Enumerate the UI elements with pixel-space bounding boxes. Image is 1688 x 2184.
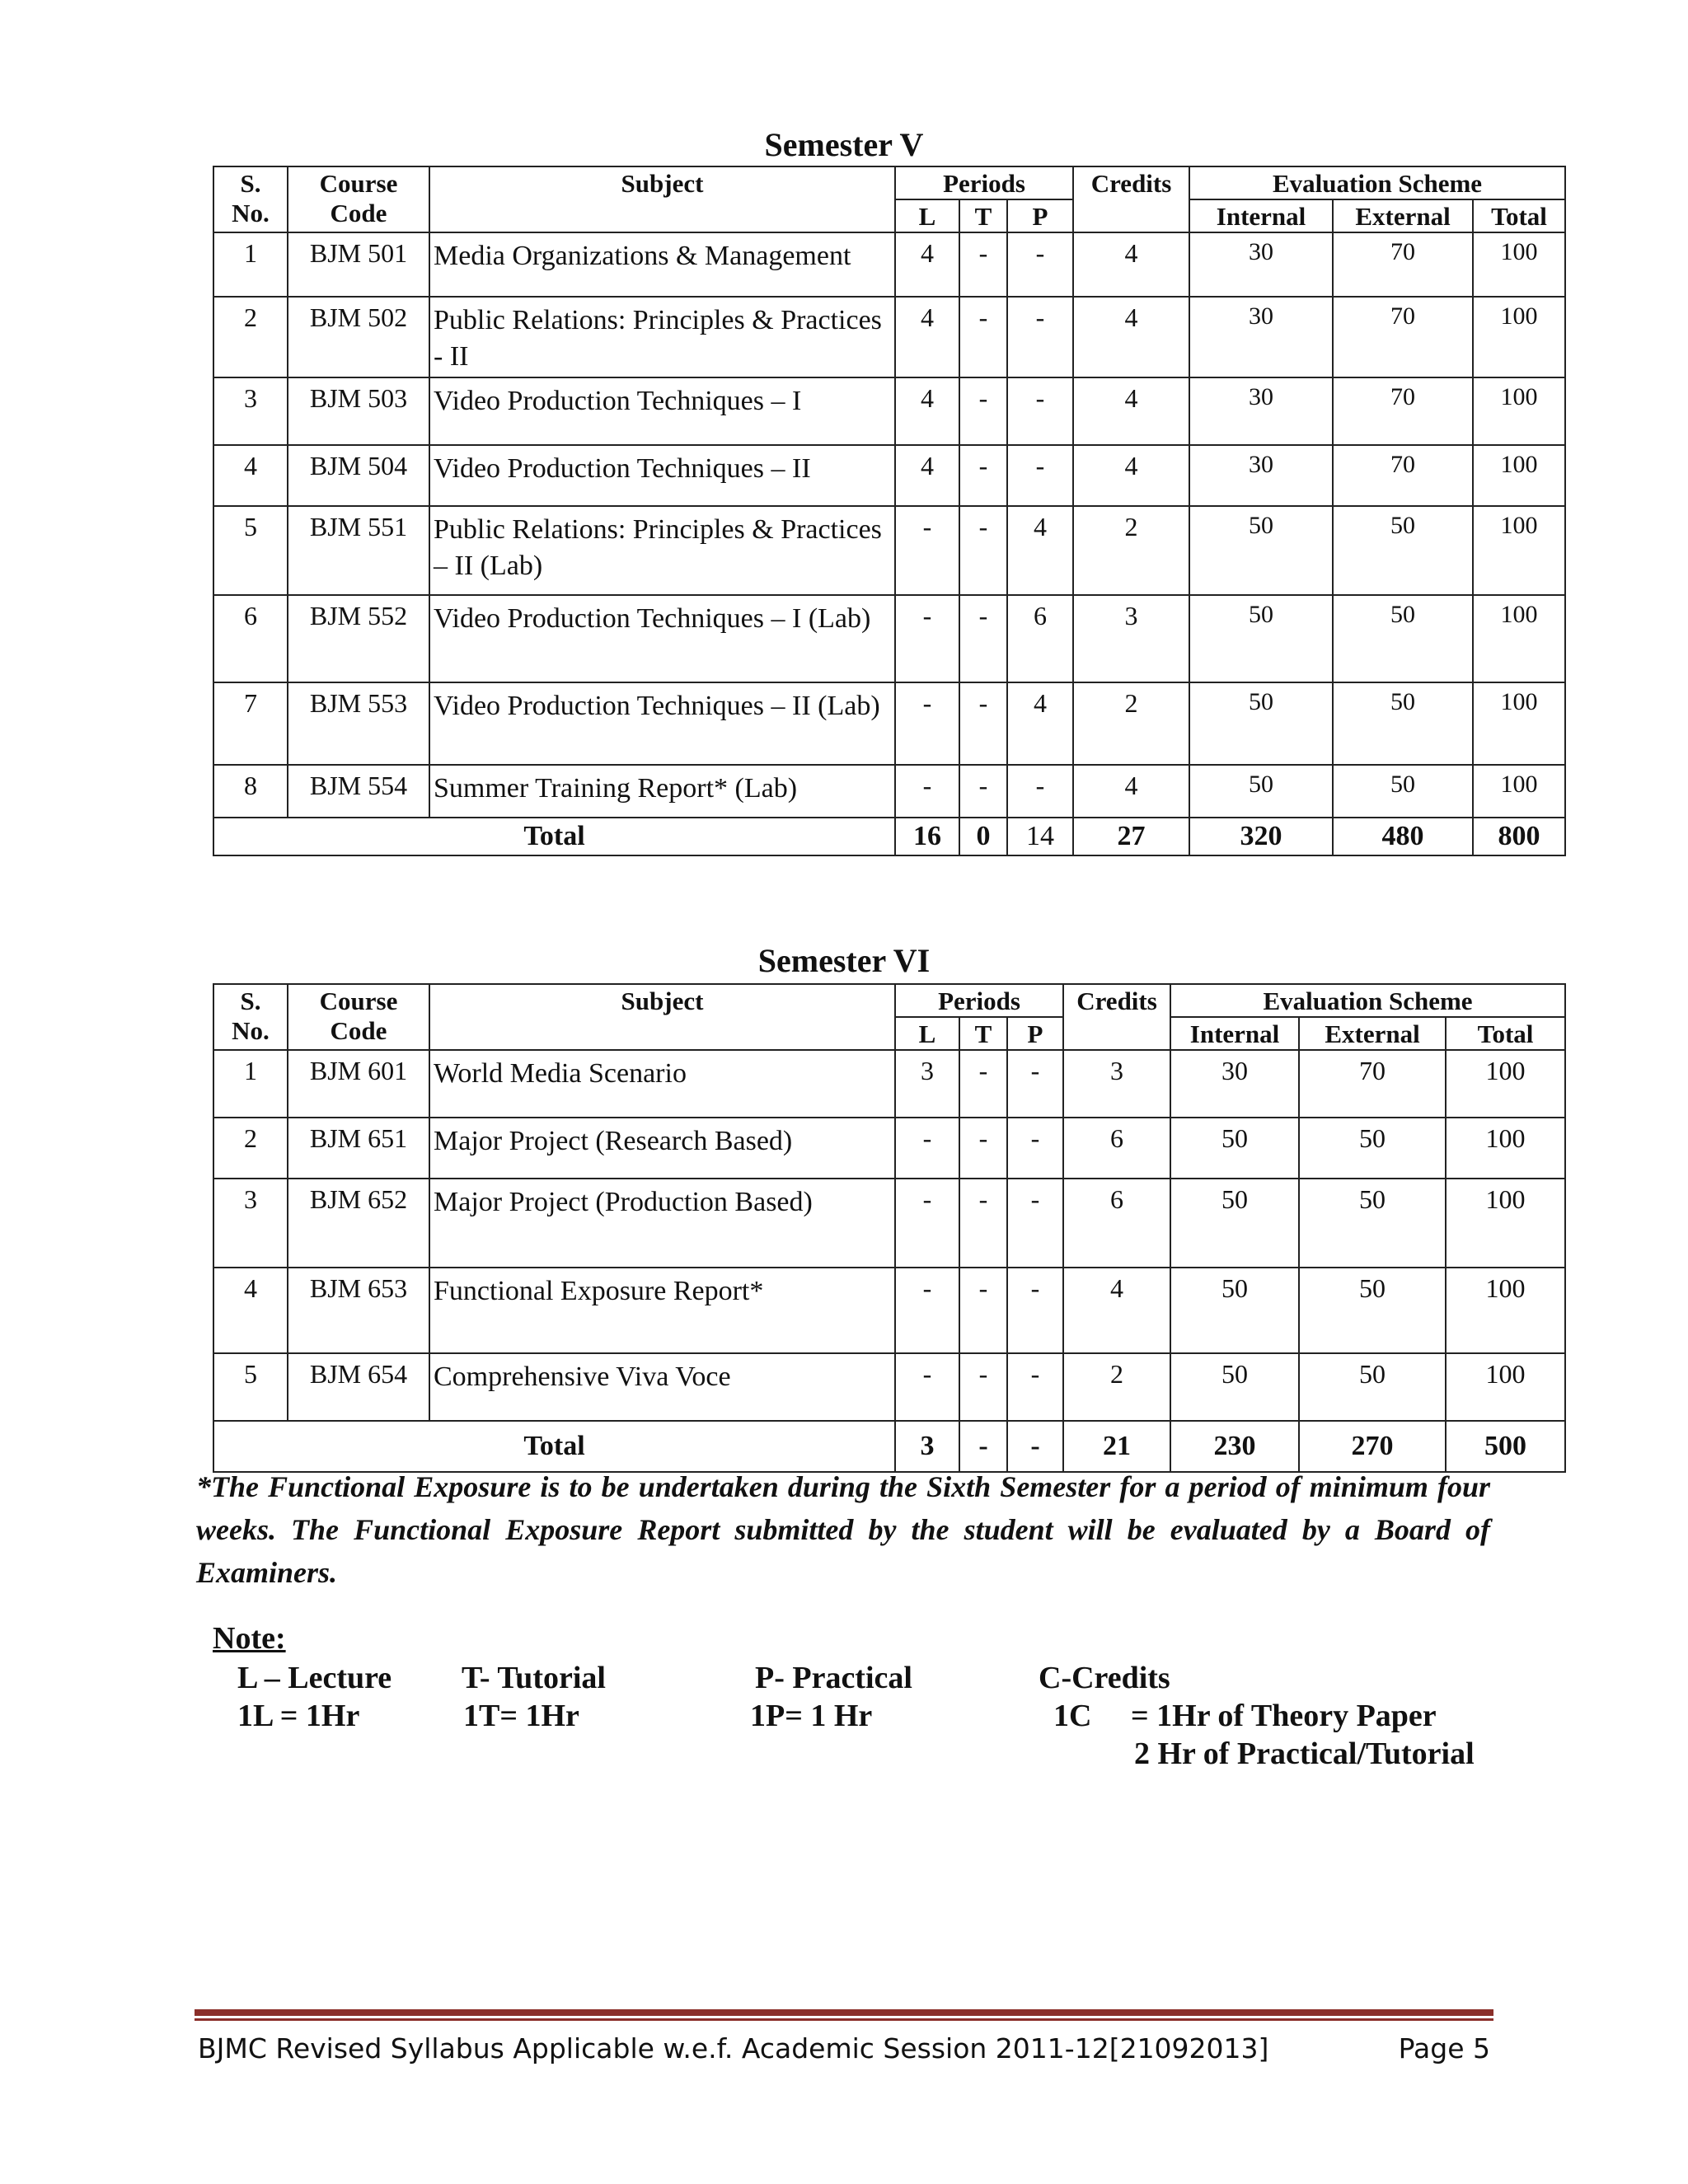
cell-internal: 50 [1170, 1179, 1299, 1268]
header-internal: Internal [1189, 199, 1333, 232]
header-external: External [1299, 1017, 1446, 1050]
total-t: 0 [959, 818, 1007, 855]
cell-l: - [895, 1353, 959, 1421]
header-p: P [1007, 1017, 1063, 1050]
header-total: Total [1473, 199, 1565, 232]
cell-external: 70 [1299, 1050, 1446, 1118]
note-credit-label: 1C [1053, 1699, 1092, 1733]
cell-external: 50 [1299, 1268, 1446, 1353]
cell-credits: 2 [1063, 1353, 1170, 1421]
table-row [213, 506, 1565, 595]
header-t: T [959, 1017, 1007, 1050]
cell-sno: 3 [213, 1179, 288, 1268]
cell-t: - [959, 445, 1007, 506]
cell-l: - [895, 1268, 959, 1353]
cell-l: - [895, 506, 959, 595]
semester-6-table [213, 983, 1566, 1473]
cell-sno: 3 [213, 377, 288, 445]
cell-p: - [1007, 1268, 1063, 1353]
cell-internal: 50 [1170, 1353, 1299, 1421]
cell-p: - [1007, 1179, 1063, 1268]
cell-internal: 30 [1189, 445, 1333, 506]
header-periods: Periods [895, 984, 1063, 1017]
header-subject: Subject [429, 166, 895, 232]
header-l: L [895, 199, 959, 232]
cell-l: - [895, 765, 959, 818]
footer-rule [195, 2009, 1493, 2016]
header-course-code: Course Code [288, 984, 429, 1050]
cell-l: - [895, 595, 959, 682]
footer-text: BJMC Revised Syllabus Applicable w.e.f. Academic Session 2011-12[21092013] [198, 2032, 1269, 2064]
cell-t: - [959, 297, 1007, 377]
footer-rule-thin [195, 2018, 1493, 2021]
cell-external: 70 [1333, 377, 1473, 445]
total-internal: 320 [1189, 818, 1333, 855]
total-external: 270 [1299, 1421, 1446, 1472]
cell-sno: 2 [213, 297, 288, 377]
cell-p: 6 [1007, 595, 1073, 682]
cell-credits: 4 [1073, 297, 1189, 377]
cell-t: - [959, 1353, 1007, 1421]
table-row [213, 595, 1565, 682]
cell-l: 4 [895, 232, 959, 297]
cell-t: - [959, 1179, 1007, 1268]
cell-subject: Major Project (Production Based) [429, 1179, 895, 1268]
table-row [213, 682, 1565, 765]
note-practical-eq: 1P= 1 Hr [750, 1699, 873, 1733]
cell-external: 50 [1333, 682, 1473, 765]
cell-total: 100 [1473, 232, 1565, 297]
cell-subject: Video Production Techniques – II (Lab) [429, 682, 895, 765]
cell-l: 4 [895, 297, 959, 377]
total-label: Total [213, 1421, 895, 1472]
cell-code: BJM 651 [288, 1118, 429, 1179]
cell-sno: 2 [213, 1118, 288, 1179]
cell-sno: 8 [213, 765, 288, 818]
header-course-code: Course Code [288, 166, 429, 232]
cell-internal: 30 [1170, 1050, 1299, 1118]
cell-internal: 50 [1189, 682, 1333, 765]
total-total: 500 [1446, 1421, 1565, 1472]
cell-total: 100 [1446, 1118, 1565, 1179]
header-t: T [959, 199, 1007, 232]
cell-code: BJM 552 [288, 595, 429, 682]
header-sno: S. No. [213, 166, 288, 232]
table-row [213, 1179, 1565, 1268]
cell-code: BJM 551 [288, 506, 429, 595]
cell-p: - [1007, 232, 1073, 297]
cell-p: - [1007, 445, 1073, 506]
cell-p: - [1007, 1353, 1063, 1421]
note-tutorial: T- Tutorial [462, 1661, 606, 1695]
cell-subject: Public Relations: Principles & Practices - II [429, 297, 895, 377]
cell-l: 3 [895, 1050, 959, 1118]
cell-external: 50 [1333, 595, 1473, 682]
cell-code: BJM 554 [288, 765, 429, 818]
total-p: 14 [1007, 818, 1073, 855]
cell-credits: 4 [1063, 1268, 1170, 1353]
cell-external: 70 [1333, 445, 1473, 506]
header-external: External [1333, 199, 1473, 232]
footnote: *The Functional Exposure is to be undertaken during the Sixth Semester for a period of minimum four weeks. The Functional Exposure Report submitted by the student will be evaluated by a Board of Examiners. [196, 1470, 1490, 1589]
cell-total: 100 [1446, 1353, 1565, 1421]
note-title: Note: [213, 1621, 286, 1656]
cell-code: BJM 654 [288, 1353, 429, 1421]
page-number: Page 5 [1398, 2032, 1490, 2064]
cell-code: BJM 503 [288, 377, 429, 445]
total-label: Total [213, 818, 895, 855]
cell-internal: 30 [1189, 297, 1333, 377]
table-row [213, 1050, 1565, 1118]
cell-sno: 1 [213, 1050, 288, 1118]
cell-total: 100 [1473, 297, 1565, 377]
cell-subject: Functional Exposure Report* [429, 1268, 895, 1353]
cell-code: BJM 652 [288, 1179, 429, 1268]
cell-external: 50 [1299, 1179, 1446, 1268]
cell-subject: Summer Training Report* (Lab) [429, 765, 895, 818]
cell-credits: 4 [1073, 445, 1189, 506]
cell-p: - [1007, 297, 1073, 377]
cell-sno: 1 [213, 232, 288, 297]
cell-sno: 4 [213, 1268, 288, 1353]
cell-credits: 4 [1073, 377, 1189, 445]
cell-total: 100 [1446, 1050, 1565, 1118]
cell-subject: Video Production Techniques – II [429, 445, 895, 506]
cell-credits: 2 [1073, 682, 1189, 765]
table-row [213, 765, 1565, 818]
cell-code: BJM 502 [288, 297, 429, 377]
cell-external: 50 [1299, 1353, 1446, 1421]
header-sno: S. No. [213, 984, 288, 1050]
semester-6-title: Semester VI [757, 942, 931, 979]
cell-code: BJM 553 [288, 682, 429, 765]
cell-credits: 3 [1063, 1050, 1170, 1118]
cell-t: - [959, 1050, 1007, 1118]
cell-t: - [959, 506, 1007, 595]
cell-sno: 4 [213, 445, 288, 506]
cell-credits: 6 [1063, 1179, 1170, 1268]
cell-total: 100 [1446, 1268, 1565, 1353]
cell-subject: Comprehensive Viva Voce [429, 1353, 895, 1421]
total-credits: 21 [1063, 1421, 1170, 1472]
note-credits: C-Credits [1039, 1661, 1170, 1695]
note-practical: P- Practical [755, 1661, 912, 1695]
cell-t: - [959, 682, 1007, 765]
note-tutorial-eq: 1T= 1Hr [463, 1699, 579, 1733]
cell-sno: 5 [213, 1353, 288, 1421]
cell-t: - [959, 595, 1007, 682]
cell-total: 100 [1473, 506, 1565, 595]
table-row [213, 297, 1565, 377]
note-credit-eq2: 2 Hr of Practical/Tutorial [1134, 1736, 1475, 1771]
cell-total: 100 [1473, 682, 1565, 765]
cell-total: 100 [1446, 1179, 1565, 1268]
header-periods: Periods [895, 166, 1073, 199]
cell-l: 4 [895, 445, 959, 506]
cell-p: - [1007, 1118, 1063, 1179]
cell-code: BJM 601 [288, 1050, 429, 1118]
total-p: - [1007, 1421, 1063, 1472]
cell-l: 4 [895, 377, 959, 445]
total-internal: 230 [1170, 1421, 1299, 1472]
semester-5-table [213, 166, 1566, 856]
table-row [213, 232, 1565, 297]
header-p: P [1007, 199, 1073, 232]
cell-l: - [895, 1179, 959, 1268]
cell-p: - [1007, 1050, 1063, 1118]
cell-total: 100 [1473, 765, 1565, 818]
cell-credits: 4 [1073, 232, 1189, 297]
cell-total: 100 [1473, 445, 1565, 506]
total-l: 3 [895, 1421, 959, 1472]
cell-code: BJM 653 [288, 1268, 429, 1353]
cell-subject: Video Production Techniques – I [429, 377, 895, 445]
cell-p: 4 [1007, 506, 1073, 595]
total-t: - [959, 1421, 1007, 1472]
header-evaluation-scheme: Evaluation Scheme [1170, 984, 1565, 1017]
table-row [213, 377, 1565, 445]
note-lecture-eq: 1L = 1Hr [237, 1699, 360, 1733]
table-row [213, 1268, 1565, 1353]
header-credits: Credits [1063, 984, 1170, 1050]
total-credits: 27 [1073, 818, 1189, 855]
cell-l: - [895, 682, 959, 765]
cell-external: 70 [1333, 297, 1473, 377]
cell-external: 70 [1333, 232, 1473, 297]
cell-internal: 50 [1189, 765, 1333, 818]
cell-p: - [1007, 765, 1073, 818]
cell-sno: 5 [213, 506, 288, 595]
cell-subject: Major Project (Research Based) [429, 1118, 895, 1179]
total-total: 800 [1473, 818, 1565, 855]
cell-credits: 2 [1073, 506, 1189, 595]
cell-t: - [959, 1118, 1007, 1179]
cell-total: 100 [1473, 377, 1565, 445]
cell-subject: Media Organizations & Management [429, 232, 895, 297]
cell-credits: 3 [1073, 595, 1189, 682]
cell-internal: 50 [1170, 1268, 1299, 1353]
cell-external: 50 [1333, 765, 1473, 818]
header-credits: Credits [1073, 166, 1189, 232]
cell-t: - [959, 1268, 1007, 1353]
header-total: Total [1446, 1017, 1565, 1050]
total-l: 16 [895, 818, 959, 855]
cell-t: - [959, 232, 1007, 297]
cell-credits: 6 [1063, 1118, 1170, 1179]
table-row [213, 1353, 1565, 1421]
header-internal: Internal [1170, 1017, 1299, 1050]
cell-code: BJM 501 [288, 232, 429, 297]
cell-external: 50 [1299, 1118, 1446, 1179]
cell-total: 100 [1473, 595, 1565, 682]
cell-internal: 50 [1189, 595, 1333, 682]
cell-external: 50 [1333, 506, 1473, 595]
header-l: L [895, 1017, 959, 1050]
cell-sno: 6 [213, 595, 288, 682]
cell-l: - [895, 1118, 959, 1179]
total-external: 480 [1333, 818, 1473, 855]
note-lecture: L – Lecture [237, 1661, 392, 1695]
cell-code: BJM 504 [288, 445, 429, 506]
semester-5-title: Semester V [764, 126, 924, 163]
note-credit-eq1: = 1Hr of Theory Paper [1131, 1699, 1437, 1733]
cell-sno: 7 [213, 682, 288, 765]
header-evaluation-scheme: Evaluation Scheme [1189, 166, 1565, 199]
table-row [213, 445, 1565, 506]
cell-credits: 4 [1073, 765, 1189, 818]
cell-internal: 30 [1189, 232, 1333, 297]
cell-t: - [959, 765, 1007, 818]
header-subject: Subject [429, 984, 895, 1050]
cell-p: 4 [1007, 682, 1073, 765]
table-row [213, 1118, 1565, 1179]
cell-subject: World Media Scenario [429, 1050, 895, 1118]
cell-subject: Video Production Techniques – I (Lab) [429, 595, 895, 682]
cell-internal: 50 [1189, 506, 1333, 595]
cell-t: - [959, 377, 1007, 445]
cell-p: - [1007, 377, 1073, 445]
cell-subject: Public Relations: Principles & Practices – II (Lab) [429, 506, 895, 595]
cell-internal: 50 [1170, 1118, 1299, 1179]
cell-internal: 30 [1189, 377, 1333, 445]
